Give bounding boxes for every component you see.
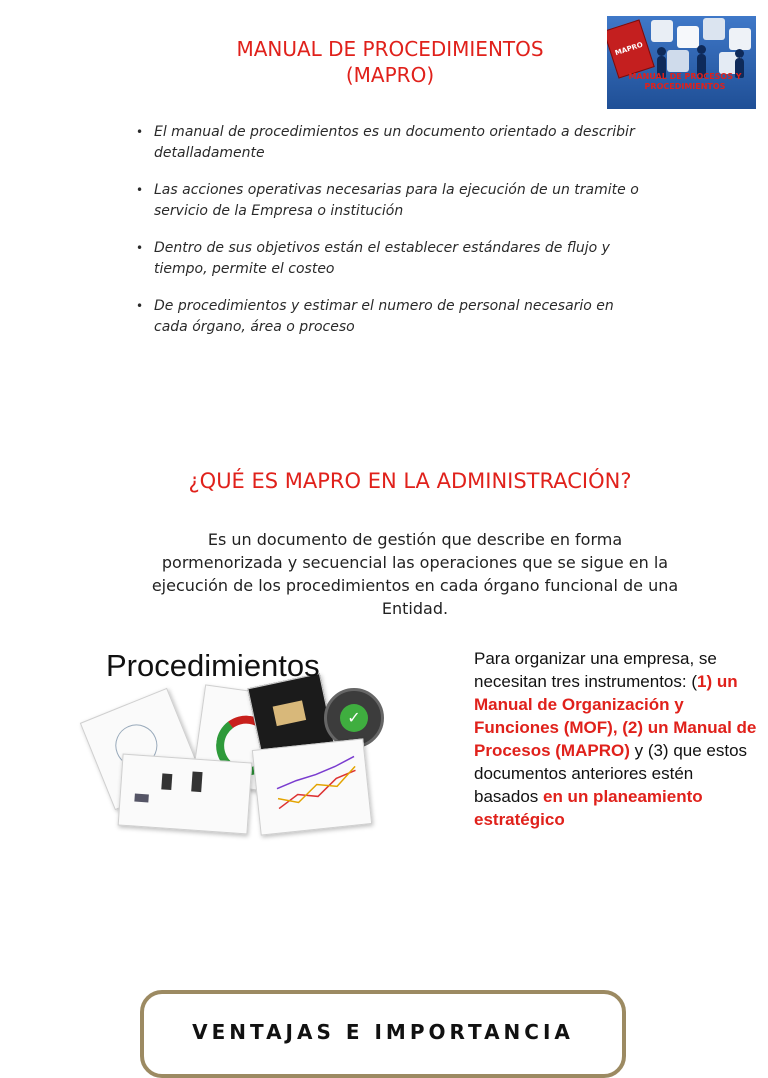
info-paragraph bbox=[474, 647, 758, 831]
line-chart-card bbox=[252, 738, 372, 835]
network-diagram-card bbox=[118, 754, 253, 835]
bottom-heading-box bbox=[140, 990, 626, 1078]
banner-caption: MANUAL DE PROCESOS Y PROCEDIMIENTOS bbox=[628, 72, 742, 91]
bullet-item: • Las acciones operativas necesarias para la ejecución de un tramite o servicio de la Empresa o institución bbox=[136, 180, 646, 222]
puzzle-piece bbox=[667, 50, 689, 72]
bullet-item: • El manual de procedimientos es un documento orientado a describir detalladamente bbox=[136, 122, 646, 164]
mini-line-chart bbox=[253, 739, 371, 834]
info-highlight: en un planeamiento estratégico bbox=[474, 787, 703, 829]
puzzle-piece bbox=[677, 26, 699, 48]
puzzle-piece bbox=[729, 28, 751, 50]
page-title bbox=[180, 36, 600, 88]
bullet-list bbox=[136, 122, 646, 354]
book-icon: MAPRO bbox=[607, 19, 655, 78]
bottom-heading-text: VENTAJAS E IMPORTANCIA bbox=[192, 1020, 574, 1044]
title-line-1: MANUAL DE PROCEDIMIENTOS bbox=[236, 37, 544, 61]
title-line-2: (MAPRO) bbox=[345, 63, 435, 87]
info-text: y (3) que estos documentos anteriores estén basados bbox=[474, 741, 748, 806]
info-highlight: 1) un Manual de Organización y Funciones (MOF), (2) un Manual de Procesos (MAPRO) bbox=[474, 672, 757, 760]
section-heading: ¿QUÉ ES MAPRO EN LA ADMINISTRACIÓN? bbox=[188, 469, 632, 493]
puzzle-piece bbox=[703, 18, 725, 40]
collage-title: Procedimientos bbox=[106, 648, 320, 683]
badge-icon: ✓ bbox=[324, 688, 384, 748]
definition-text: Es un documento de gestión que describe en forma pormenorizada y secuencial las operaciones que se sigue en la ejecución de los procedimientos en cada órgano funcional de una Entidad. bbox=[151, 530, 679, 618]
bullet-item: • Dentro de sus objetivos están el establecer estándares de flujo y tiempo, permite el costeo bbox=[136, 238, 646, 280]
bullet-item: • De procedimientos y estimar el numero de personal necesario en cada órgano, área o proceso bbox=[136, 296, 646, 338]
info-text: Para organizar una empresa, se necesitan tres instrumentos: ( bbox=[474, 649, 717, 691]
mapro-banner-image bbox=[607, 16, 756, 109]
procedimientos-collage-image bbox=[90, 640, 390, 840]
puzzle-piece bbox=[651, 20, 673, 42]
